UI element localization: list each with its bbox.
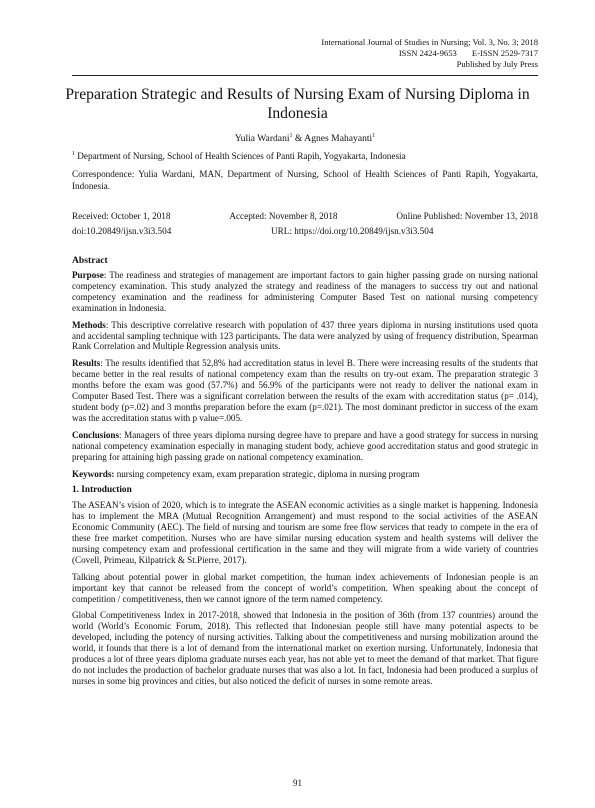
abstract-body — [72, 270, 538, 693]
abstract-conclusions — [72, 430, 538, 463]
conclusions-label: Conclusions — [72, 429, 120, 440]
author-affil-mark: 1 — [289, 133, 293, 139]
received-date: Received: October 1, 2018 — [72, 211, 171, 221]
purpose-label: Purpose — [72, 270, 104, 280]
correspondence: Correspondence: Yulia Wardani, MAN, Department of Nursing, School of Health Sciences of Panti Rapih, Yogyakarta, Indonesia. — [72, 169, 538, 191]
author-list — [72, 133, 538, 144]
page-number: 91 — [293, 778, 302, 788]
methods-text: : This descriptive correlative research with population of 437 three years diploma in nursing institutions used quota and accidental sampling technique with 123 participants. The data were analyzed by using of frequency distribution, Spearman Rank Correlation and Multiple Regression analysis units. — [72, 319, 538, 352]
abstract-methods — [72, 320, 538, 353]
intro-paragraph-3: Global Competitiveness Index in 2017-2018, showed that Indonesia in the position of 36th (from 137 countries) around the world (World’s Economic Forum, 2018). This reflected that Indonesian people still have many potential aspects to be developed, including the potency of nursing activities. Talking about the competitiveness and nursing mobilization around the world, it founds that there is a lot of demand from the international market on exertion nursing. Unfortunately, Indonesia that produces a lot of three years diploma graduate nurses each year, has not able yet to meet the demand of that market. That figure do not includes the production of bachelor graduate nurses that was also a lot. In fact, Indonesia had been produced a surplus of nurses in some big provinces and cities, but also noticed the deficit of nurses in some remote areas. — [72, 610, 538, 686]
journal-header — [321, 37, 538, 70]
author-name: Yulia Wardani — [234, 133, 290, 145]
doi-text: doi:10.20849/ijsn.v3i3.504 — [72, 226, 172, 236]
issn-line: ISSN 2424-9653 E-ISSN 2529-7317 — [398, 48, 538, 58]
accepted-date: Accepted: November 8, 2018 — [229, 211, 338, 221]
purpose-text: : The readiness and strategies of management are important factors to gain higher passing grade on nursing national competency examination. This study analyzed the strategy and readiness of the managers to success try out and national competency examination and the readiness for administering Computer Based Test on national nursing competency examination in Indonesia. — [72, 270, 538, 313]
affil-text: Department of Nursing, School of Health Sciences of Panti Rapih, Yogyakarta, Indonesia — [75, 151, 406, 162]
abstract-purpose — [72, 270, 538, 314]
keywords-label: Keywords: — [72, 468, 115, 479]
abstract-results — [72, 358, 538, 423]
author-name: & Agnes Mahayanti — [292, 133, 373, 145]
journal-citation: International Journal of Studies in Nursing; Vol. 3, No. 3; 2018 — [321, 37, 538, 47]
keywords — [72, 469, 538, 480]
doi-url[interactable]: URL: https://doi.org/10.20849/ijsn.v3i3.504 — [271, 226, 434, 236]
conclusions-text: : Managers of three years diploma nursing degree have to prepare and have a good strategy for success in nursing national competency examination especially in managing student body, achieve good accreditation status and good strategic in preparing for attaining high passing grade on national competency examination. — [72, 429, 538, 462]
author-affil-mark: 1 — [372, 133, 376, 139]
section-heading: 1. Introduction — [72, 485, 132, 496]
header-divider — [72, 75, 538, 76]
affil-mark: 1 — [72, 151, 75, 157]
publication-dates — [72, 211, 538, 221]
doi-line — [72, 226, 538, 236]
paper-title: Preparation Strategic and Results of Nursing Exam of Nursing Diploma in Indonesia — [65, 86, 530, 122]
published-date: Online Published: November 13, 2018 — [396, 211, 538, 221]
results-label: Results — [72, 358, 101, 369]
intro-paragraph-2: Talking about potential power in global market competition, the human index achievements of Indonesian people is an important key that cannot be released from the concept of world’s competition. When speaking about the concept of competition / competitiveness, then we cannot ignore of the term named competency. — [72, 571, 538, 604]
publisher-line: Published by July Press — [456, 59, 538, 69]
methods-label: Methods — [72, 319, 106, 330]
intro-paragraph-1: The ASEAN’s vision of 2020, which is to integrate the ASEAN economic activities as a single market is happening. Indonesia has to implement the MRA (Mutual Recognition Arrangement) and must respond to the social activities of the ASEAN Economic Community (AEC). The field of nursing and tourism are some free flow services that ready to compete in the era of these free market competition. Nurses who are have similar nursing education system and health systems will deliver the nursing competency exam and professional certification in the same and they will migrate from a wide variety of countries (Covell, Primeau, Kilpatrick & St.Pierre, 2017). — [72, 500, 538, 565]
abstract-heading: Abstract — [72, 255, 108, 266]
keywords-text: nursing competency exam, exam preparation strategic, diploma in nursing program — [114, 468, 420, 479]
affiliation — [72, 151, 538, 161]
results-text: : The results identified that 52,8% had accreditation status in level B. There were increasing results of the students that became better in the real results of national competency exam than the results on try-out exam. The preparation strategic 3 months before the exam was good (57.7%) and 56.9% of the participants were not ready to deliver the national exam in Computer Based Test. There was a significant correlation between the results of the exam with accreditation status (p= .014), student body (p=.02) and 3 months preparation before the exam (p=.021). The most dominant predictor in success of the exam was the accreditation status with p value=.005. — [72, 358, 538, 423]
